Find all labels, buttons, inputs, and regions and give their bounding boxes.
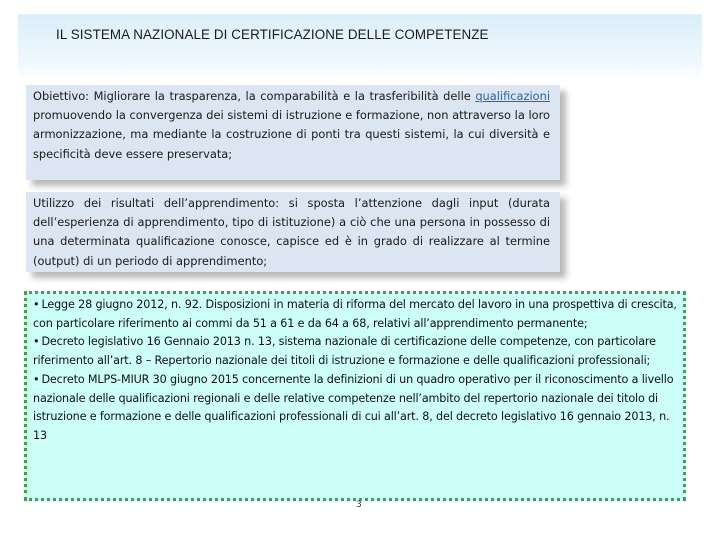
objective-text-start: Obiettivo: Migliorare la trasparenza, la comparabilità e la trasferibilità delle [33, 89, 476, 103]
title-banner [18, 14, 702, 80]
page-title: IL SISTEMA NAZIONALE DI CERTIFICAZIONE DELLE COMPETENZE [56, 27, 489, 42]
page-number: 3 [356, 500, 362, 510]
bullet-icon: • [33, 298, 40, 311]
learning-outcomes-textbox [26, 192, 560, 272]
list-item [33, 333, 677, 370]
bullet-icon: • [33, 335, 40, 349]
bullet-icon: • [33, 372, 40, 386]
objective-text-end: promuovendo la convergenza dei sistemi di istruzione e formazione, non attraverso la loro armonizzazione, ma mediante la costruzione di ponti tra questi sistemi, la cui diversità e specificità deve essere preservata; [33, 108, 550, 161]
list-item-text: Decreto legislativo 16 Gennaio 2013 n. 13, sistema nazionale di certificazione delle competenze, con particolare riferimento all’art. 8 – Repertorio nazionale dei titoli di istruzione e formazione e delle qualificazioni professionali; [33, 335, 656, 368]
qualificazioni-link[interactable]: qualificazioni [475, 89, 550, 103]
list-item [33, 371, 677, 446]
list-item-text: Legge 28 giugno 2012, n. 92. Disposizioni in materia di riforma del mercato del lavoro in una prospettiva di crescita, con particolare riferimento ai commi da 51 a 61 e da 64 a 68, relativi all’apprendimento permanente; [33, 298, 677, 330]
list-item [33, 296, 677, 333]
objective-textbox [26, 85, 560, 180]
list-item-text: Decreto MLPS-MIUR 30 giugno 2015 concernente la definizioni di un quadro operativo per il riconoscimento a livello nazionale delle qualificazioni regionali e delle relative competenze nell’ambito del repertorio nazionale dei titolo di istruzione e formazione e delle qualificazioni professionali di cui all’art. 8, del decreto legislativo 16 gennaio 2013, n. 13 [33, 372, 674, 442]
legislation-list-box [24, 291, 686, 501]
learning-outcomes-text: Utilizzo dei risultati dell’apprendimento: si sposta l’attenzione dagli input (durata dell’esperienza di apprendimento, tipo di istituzione) a ciò che una persona in possesso di una determinata qualificazione conosce, capisce ed è in grado di realizzare al termine (output) di un periodo di apprendimento; [33, 196, 550, 268]
